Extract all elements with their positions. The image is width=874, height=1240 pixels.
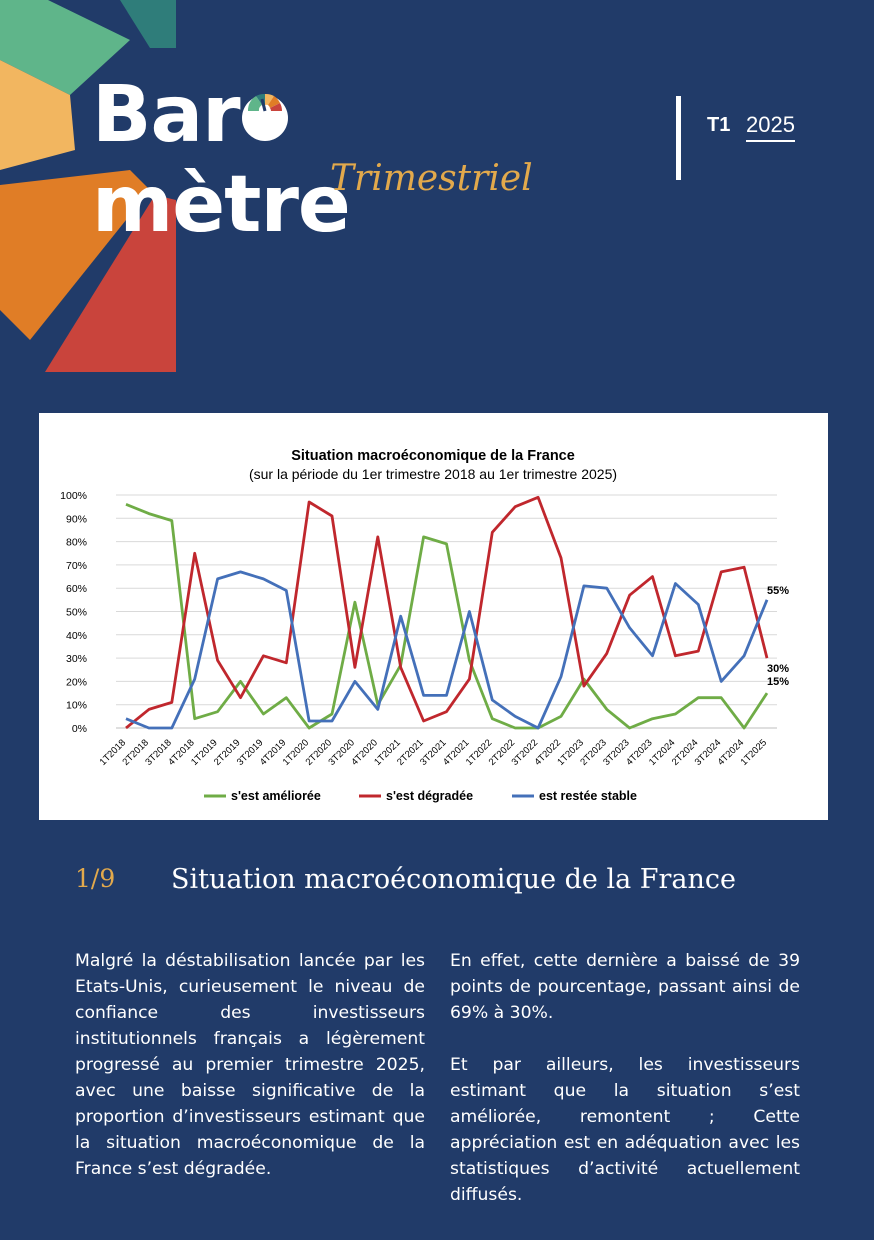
y-tick-label: 100% bbox=[60, 490, 87, 502]
barometre-logo bbox=[92, 70, 533, 250]
data-label: 55% bbox=[767, 584, 790, 597]
legend-label: s'est améliorée bbox=[231, 789, 321, 803]
edition-info bbox=[676, 96, 836, 180]
y-tick-label: 10% bbox=[65, 699, 87, 712]
edition-quarter: T1 bbox=[707, 114, 731, 136]
line-chart bbox=[39, 413, 828, 820]
y-tick-label: 70% bbox=[65, 559, 87, 572]
x-tick-label: 2T2021 bbox=[395, 737, 426, 768]
x-tick-label: 3T2024 bbox=[692, 737, 724, 768]
y-tick-label: 50% bbox=[65, 606, 87, 619]
data-label: 15% bbox=[767, 676, 790, 689]
x-tick-label: 1T2025 bbox=[738, 737, 770, 768]
x-tick-label: 3T2019 bbox=[234, 737, 266, 768]
x-tick-label: 2T2019 bbox=[212, 737, 243, 768]
x-tick-label: 3T2022 bbox=[509, 737, 541, 768]
x-tick-label: 2T2022 bbox=[486, 737, 518, 768]
x-tick-label: 1T2020 bbox=[280, 737, 312, 768]
y-tick-label: 0% bbox=[71, 723, 87, 735]
legend-label: s'est dégradée bbox=[386, 789, 474, 803]
x-tick-label: 4T2023 bbox=[624, 737, 655, 768]
x-tick-label: 2T2023 bbox=[578, 737, 609, 768]
x-tick-label: 4T2021 bbox=[440, 737, 472, 768]
data-label: 30% bbox=[767, 663, 790, 676]
section-number: 1/9 bbox=[75, 864, 116, 893]
logo-text-start: Bar bbox=[92, 70, 240, 160]
x-tick-label: 1T2024 bbox=[646, 737, 678, 768]
x-tick-label: 2T2024 bbox=[669, 737, 701, 768]
x-tick-label: 2T2020 bbox=[303, 737, 335, 768]
x-tick-label: 2T2018 bbox=[120, 737, 152, 768]
x-tick-label: 4T2018 bbox=[166, 737, 197, 768]
x-tick-label: 1T2019 bbox=[189, 737, 220, 768]
body-paragraph: Et par ailleurs, les investisseurs estimant que la situation s’est améliorée, remontent ; Cette appréciation est en adéquation avec les statistiques d’activité actuellement diffusés. bbox=[450, 1055, 800, 1205]
x-tick-label: 1T2021 bbox=[372, 737, 403, 768]
x-tick-label: 3T2021 bbox=[418, 737, 449, 768]
x-tick-label: 1T2018 bbox=[97, 737, 129, 768]
body-paragraph: En effet, cette dernière a baissé de 39 points de pourcentage, passant ainsi de 69% à 30%. bbox=[450, 951, 800, 1023]
x-tick-label: 4T2020 bbox=[349, 737, 380, 768]
y-tick-label: 60% bbox=[65, 583, 87, 596]
x-tick-label: 1T2023 bbox=[555, 737, 586, 768]
x-tick-label: 3T2023 bbox=[601, 737, 632, 768]
edition-year: 2025 bbox=[746, 112, 795, 142]
edition-divider bbox=[676, 96, 681, 180]
x-tick-label: 3T2020 bbox=[326, 737, 358, 768]
logo-text-end: mètre bbox=[92, 160, 350, 250]
y-tick-label: 80% bbox=[65, 536, 87, 549]
chart-svg bbox=[39, 413, 828, 820]
body-paragraph: Malgré la déstabilisation lancée par les Etats-Unis, curieusement le niveau de confiance des investisseurs institutionnels français a légèrement progressé au premier trimestre 2025, avec une baisse significative de la proportion d’investisseurs estimant que la situation macroéconomique de la France s’est dégradée. bbox=[75, 951, 425, 1179]
y-tick-label: 30% bbox=[65, 653, 87, 666]
section-heading bbox=[75, 864, 835, 904]
x-tick-label: 4T2024 bbox=[715, 737, 747, 768]
gauge-icon bbox=[242, 95, 288, 141]
x-tick-label: 1T2022 bbox=[463, 737, 495, 768]
chart-subtitle: (sur la période du 1er trimestre 2018 au 1er trimestre 2025) bbox=[248, 466, 618, 482]
x-tick-label: 4T2022 bbox=[532, 737, 564, 768]
y-tick-label: 40% bbox=[65, 629, 87, 642]
legend-label: est restée stable bbox=[539, 789, 637, 803]
body-column-right bbox=[450, 948, 800, 1234]
x-tick-label: 3T2018 bbox=[143, 737, 174, 768]
body-column-left bbox=[75, 948, 425, 1208]
logo-subtitle: Trimestriel bbox=[330, 158, 533, 199]
section-title: Situation macroéconomique de la France bbox=[171, 864, 737, 895]
y-tick-label: 90% bbox=[65, 513, 87, 526]
y-tick-label: 20% bbox=[65, 676, 87, 689]
chart-title: Situation macroéconomique de la France bbox=[291, 448, 575, 464]
x-tick-label: 4T2019 bbox=[257, 737, 289, 768]
